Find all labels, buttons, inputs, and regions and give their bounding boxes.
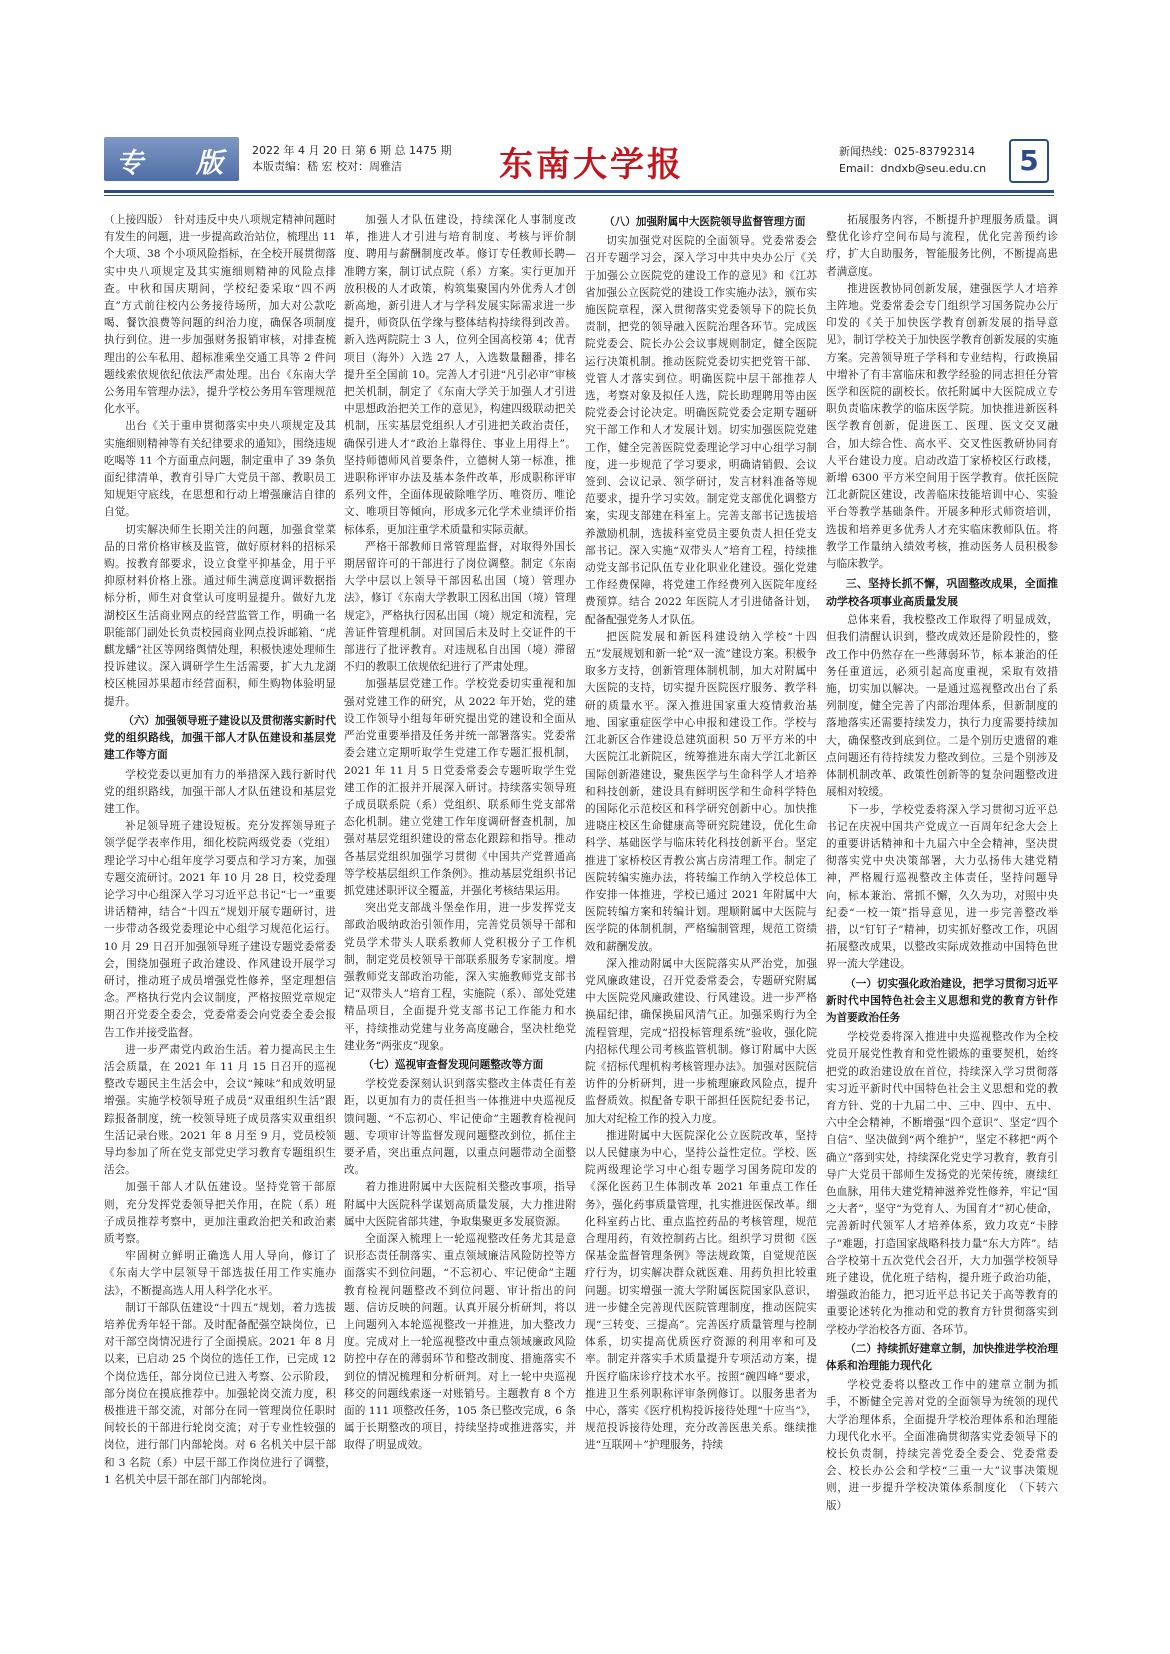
article-paragraph: 下一步，学校党委将深入学习贯彻习近平总书记在庆祝中国共产党成立一百周年纪念大会上的重要讲话精神和十九届六中全会精神，坚决贯彻落实党中央决策部署，大力弘扬伟大建党精神，严格履行巡视整改主体责任，坚持问题导向，标本兼治、常抓不懈，久久为功，对照中央纪委“一校一策”指导意见，进一步完善整改举措，以“钉钉子”精神，切实抓好整改工作，巩固拓展整改成果，以整改实际成效推动中国特色世界一流大学建设。 xyxy=(826,803,1058,971)
article-paragraph: 加强基层党建工作。学校党委切实重视和加强对党建工作的研究，从 2022 年开始，党的建设工作领导小组每年研究提出党的建设和全面从严治党重要举措及任务并统一部署落实。党委常委会建立定期听取学生党建工作专题汇报机制，2021 年 11 月 5 日党委常委会专题听取学生党建工作的汇报并开展深入研讨。持续落实领导班子成员联系院（系）党组织、联系师生党支部常态化机制。建立党建工作年度调研督查机制，加强对基层党组织建设的常态化跟踪和指导。推动各基层党组织加强学习贯彻《中国共产党普通高等学校基层组织工作条例》。推动基层党组织书记抓党建述职评议全覆盖，并强化考核结果运用。 xyxy=(344,678,576,897)
section-tag-char-1: 专 xyxy=(116,148,143,179)
article-paragraph: 着力推进附属中大医院相关整改事项，指导附属中大医院科学谋划高质量发展，大力推进附属中大医院省部共建，争取集聚更多发展资源。 xyxy=(344,1181,576,1228)
header-rule-thin xyxy=(104,195,1054,196)
article-paragraph: 学校党委将深入推进中央巡视整改作为全校党员开展党性教育和党性锻炼的重要契机，始终把党的政治建设放在首位，持续深入学习贯彻落实习近平新时代中国特色社会主义思想和党的教育方针、党的十九届二中、三中、四中、五中、六中全会精神，不断增强“四个意识”、坚定“四个自信”、坚决做到“两个维护”，坚定不移把“两个确立”落到实处，持续深化党史学习教育，教育引导广大党员干部师生发扬党的光荣传统，赓续红色血脉，用伟大建党精神滋养党性修养，牢记“国之大者”，坚守“为党育人、为国育才”初心使命，完善新时代领军人才培养体系，致力攻克“卡脖子”难题，打造国家战略科技力量“东大方阵”。结合学校第十五次党代会召开，大力加强学校领导班子建设，优化班子结构，提升班子政治功能，增强政治能力，把习近平总书记关于高等教育的重要论述转化为推动和党的教育方针贯彻落实到学校办学治校各方面、各环节。 xyxy=(826,1031,1058,1336)
section-heading: （六）加强领导班子建设以及贯彻落实新时代党的组织路线，加强干部人才队伍建设和基层党建工作等方面 xyxy=(104,714,336,762)
newspaper-logo: 东南大学报 xyxy=(499,145,684,185)
article-paragraph: 推进附属中大医院深化公立医院改革，坚持以人民健康为中心，坚持公益性定位。学校、医院两级理论学习中心组专题学习国务院印发的《深化医药卫生体制改革 2021 年重点工作任务》，强化药事质量管理，扎实推进医保改革。细化科室药占比、重点监控药品的考核管理，规范合理用药，有效控制药占比。组织学习贯彻《医保基金监督管理条例》等法规政策，自觉规范医疗行为，切实解决群众就医难、用药负担比较重问题。切实增强一流大学附属医院国家队意识，进一步健全完善现代医院管理制度，推动医院实现“三转变、三提高”。完善医疗质量管理与控制体系，切实提高优质医疗资源的利用率和可及率。制定并落实手术质量提升专项活动方案，提升医疗临床诊疗技术水平。按照“碗四峰”要求，推进卫生系列职称评审条例修订。以服务患者为中心，落实《医疗机构投诉接待处理“十应当”》，规范投诉接待处理，充分改善医患关系。继续推进“互联网＋”护理服务，持续 xyxy=(585,1129,817,1452)
article-paragraph: 把医院发展和新医科建设纳入学校“十四五”发展规划和新一轮“双一流”建设方案。积极争取多方支持，创新管理体制机制，加大对附属中大医院的支持，切实提升医院医疗服务、教学科研的质量水平。深入推进国家重大疫情救治基地、国家重症医学中心申报和建设工作。学校与江北新区合作建设总建筑面积 50 万平方米的中大医院江北新院区，统筹推进东南大学江北新区国际创新港建设，聚焦医学与生命科学人才培养和科技创新，建设具有鲜明医学和生命科学特色的国际化示范校区和科学研究创新中心。加快推进晓庄校区生命健康高等研究院建设，优化生命科学、基础医学与临床转化科技创新平台。坚定推进丁家桥校区青教公寓占房清理工作。制定了医院转编实施办法，将转编工作纳入学校总体工作安排一体推进，学校已通过 2021 年附属中大医院转编方案和转编计划。理顺附属中大医院与医学院的体制机制，严格编制管理，规范工资绩效和薪酬发放。 xyxy=(585,630,817,953)
news-hotline: 新闻热线：025-83792314 xyxy=(839,145,975,158)
text-column-2 xyxy=(344,212,576,1592)
text-column-3 xyxy=(585,212,817,1592)
text-column-1 xyxy=(104,212,336,1592)
article-paragraph: 总体来看，我校整改工作取得了明显成效，但我们清醒认识到，整改成效还是阶段性的，整改工作中仍然存在一些薄弱环节，标本兼治的任务任重道远，必须引起高度重视，采取有效措施，切实加以解决。一是通过巡视整改出台了系列制度，健全完善了内部治理体系，但新制度的落地落实还需要持续发力，执行力度需要持续加大，确保整改到底到位。二是个别历史遗留的难点问题还有待持续发力整改到位。三是个别涉及体制机制改革、政策性创新等的复杂问题整改进展相对较缓。 xyxy=(826,614,1058,799)
article-paragraph: 突出党支部战斗堡垒作用，进一步发挥党支部政治吸纳政治引领作用，完善党员领导干部和党员学术带头人联系教师人党积极分子工作机制，制定党员校领导干部联系服务专家制度。增强教师党支部政治功能，深入实施教师党支部书记“双带头人”培育工程，实施院（系）、部处党建精品项目，全面提升党支部书记工作能力和水平，持续推动党建与业务高度融合，坚决杜绝党建业务“两张皮”现象。 xyxy=(344,902,576,1052)
article-paragraph: 深入推动附属中大医院落实从严治党，加强党风廉政建设，召开党委常委会，专题研究附属中大医院党风廉政建设、行风建设。进一步严格换届纪律，确保换届风清气正。加强采购行为全流程管理，完成“招投标管理系统”验收，强化院内招标代理公司考核监管机制。修订附属中大医院《招标代理机构考核管理办法》。加强对医院信访件的分析研判，进一步梳理廉政风险点，提升监督质效。拟配备专职干部担任医院纪委书记，加大对纪检工作的投入力度。 xyxy=(585,957,817,1125)
article-paragraph: 出台《关于重申贯彻落实中央八项规定及其实施细则精神等有关纪律要求的通知》，围绕违规吃喝等 11 个方面重点问题，制定重申了 39 条负面纪律清单，教育引导广大党员干部、教职员工知规矩守底线，在思想和行动上增强廉洁自律的自觉。 xyxy=(104,420,336,519)
section-heading: （八）加强附属中大医院领导监督管理方面 xyxy=(604,216,806,228)
contact-info xyxy=(839,143,986,177)
article-paragraph: 推进医教协同创新发展，建强医学人才培养主阵地。党委常委会专门组织学习国务院办公厅印发的《关于加快医学教育创新发展的指导意见》，制订学校关于加快医学教育创新发展的实施方案。完善领导班子学科和专业结构，行政换届中增补了有丰富临床和教学经验的同志担任分管医学和医院的副校长。依托附属中大医院成立专职负责临床教学的临床医学院。加快推进新医科医学教育创新，促进医工、医理、医文交叉融合，加大综合性、高水平、交叉性医教研协同育人平台建设力度。启动改造丁家桥校区行政楼，新增 6300 平方米空间用于医学教育。依托医院江北新院区建设，改善临床技能培训中心、实验平台等教学基础条件。开展多种形式师资培训，选拔和培养更多优秀人才充实临床教师队伍。将教学工作量纳入绩效考核，推动医务人员积极参与临床教学。 xyxy=(826,282,1058,571)
article-paragraph: 全面深入梳理上一轮巡视整改任务尤其是意识形态责任制落实、重点领域廉洁风险防控等方面落实不到位问题，“不忘初心、牢记使命”主题教育检视问题整改不到位问题、审计指出的问题、信访反映的问题。认真开展分析研判，将以上问题列入本轮巡视整改一并推进，加大整改力度。完成对上一轮巡视整改中重点领域廉政风险防控中存在的薄弱环节和整改制度、措施落实不到位的情况梳理和分析研判。对上一轮中央巡视移交的问题线索逐一对账销号。主题教育 8 个方面的 111 项整改任务，105 条已整改完成，6 条属于长期整改的项目，持续坚持或推进落实，并取得了明显成效。 xyxy=(344,1232,576,1452)
section-tag xyxy=(104,137,239,181)
article-paragraph: 学校党委以更加有力的举措深入践行新时代党的组织路线，加强干部人才队伍建设和基层党建工作。 xyxy=(104,768,336,815)
article-paragraph: 拓展服务内容，不断提升护理服务质量。调整优化诊疗空间布局与流程，优化完善预约诊疗，扩大自助服务，智能服务比例，不断提高患者满意度。 xyxy=(826,214,1058,278)
article-paragraph: 切实解决师生长期关注的问题，加强食堂菜品的日常价格审核及监管，做好原材料的招标采购。按教育部要求，设立食堂平抑基金，用于平抑原材料价格上涨。通过师生满意度调评数据指标分析，师生对食堂认可度明显提升。做好九龙湖校区生活商业网点的经营监管工作，明确一名职能部门副处长负责校园商业网点投诉邮箱、“虎麒龙蟠”社区等网络舆情处理，积极快速处理师生投诉建议。深入调研学生生活需要，扩大九龙湖校区桃园苏果超市经营面积，师生购物体验明显提升。 xyxy=(104,523,336,708)
article-paragraph: 学校党委深刻认识到落实整改主体责任有差距，以更加有力的责任担当一体推进中央巡视反馈问题、“不忘初心、牢记使命”主题教育检视问题、专项审计等监督发现问题整改到位，抓住主要矛盾，突出重点问题，以重点问题带动全面整改。 xyxy=(344,1078,576,1177)
article-paragraph: 加强干部人才队伍建设。坚持党管干部原则，充分发挥党委领导把关作用，在院（系）班子成员推荐考察中，更加注重政治把关和政治素质考察。 xyxy=(104,1181,336,1245)
contact-email: Email：dndxb@seu.edu.cn xyxy=(839,162,987,175)
article-paragraph: 严格干部教师日常管理监督，对取得外国长期居留许可的干部进行了岗位调整。制定《东南大学中层以上领导干部因私出国（境）管理办法》，修订《东南大学教职工因私出国（境）管理规定》，严格执行因私出国（境）规定和流程，完善证件管理机制。对回国后未及时上交证件的干部进行了批评教育。对违规私自出国（境）滞留不归的教职工依规依纪进行了严肃处理。 xyxy=(344,540,576,674)
article-paragraph: 进一步严肃党内政治生活。着力提高民主生活会质量，在 2021 年 11 月 15 日召开的巡视整改专题民主生活会中，会议“辣味”和成效明显增强。实施学校领导班子成员“双重组织生活”跟踪报备制度，统一校领导班子成员落实双重组织生活记录台账。2021 年 8 月至 9 月，党员校领导均参加了所在党支部党史学习教育专题组织生活会。 xyxy=(104,1043,336,1177)
article-paragraph: 补足领导班子建设短板。充分发挥领导班子领学促学表率作用，细化校院两级党委（党组）理论学习中心组年度学习要点和学习方案，加强专题交流研讨。2021 年 10 月 28 日，校党委理论学习中心组深入学习习近平总书记“七一”重要讲话精神，结合“十四五”规划开展专题研讨，进一步带动各级党委理论中心组学习规范化运行。10 月 29 日召开加强领导班子建设专题党委常委会，围绕加强班子政治建设、作风建设开展学习研讨，推动班子成员增强党性修养，坚定理想信念。严格执行党内会议制度，严格按照党章规定期召开党委全委会，党委常委会向党委全委会报告工作并接受监督。 xyxy=(104,820,336,1039)
masthead-bar xyxy=(104,137,1054,189)
header-rule xyxy=(104,190,1054,193)
article-paragraph: （上接四版） 针对违反中央八项规定精神问题时有发生的问题，进一步提高政治站位，梳理出 11 个大项、38 个小项风险指标，在全校开展贯彻落实中央八项规定及其实施细则精神的风险点排查。中秋和国庆期间，学校纪委采取“四不两直”方式前往校内公务接待场所，加大对公款吃喝、餐饮浪费等问题的纠治力度，确保各项制度执行到位。进一步加强财务报销审核，对排查梳理出的公车私用、超标准乘坐交通工具等 2 件问题线索依规依纪依法严肃处理。出台《东南大学公务用车管理办法》，提升学校公务用车管理规范化水平。 xyxy=(104,214,336,416)
section-tag-char-2: 版 xyxy=(196,148,223,179)
section-heading: 三、坚持长抓不懈，巩固整改成果，全面推动学校各项事业高质量发展 xyxy=(826,577,1058,608)
issue-editor-line: 本版责编：嵇 宏 校对：周雅洁 xyxy=(252,160,402,173)
section-heading: （七）巡视审查督发现问题整改等方面 xyxy=(363,1058,544,1071)
article-paragraph: 制订干部队伍建设“十四五”规划，着力选拔培养优秀年轻干部。及时配备配强空缺岗位，已对干部空岗情况进行了全面摸底。2021 年 8 月以来，已启动 25 个岗位的选任工作，已完成 12 个岗位选任，部分岗位已进入考察、公示阶段，部分岗位在摸底推荐中。加强轮岗交流力度，积极推进干部交流，对部分在同一管理岗位任职时间较长的干部进行轮岗交流；对于专业性较强的岗位，进行部门内部轮岗。对 6 名机关中层干部和 3 名院（系）中层干部工作岗位进行了调整，1 名机关中层干部在部门内部轮岗。 xyxy=(104,1301,336,1486)
text-column-4 xyxy=(826,212,1058,1592)
page-number: 5 xyxy=(1009,139,1049,183)
section-heading: （二）持续抓好建章立制，加快推进学校治理体系和治理能力现代化 xyxy=(826,1342,1058,1372)
section-heading: （一）切实强化政治建设，把学习贯彻习近平新时代中国特色社会主义思想和党的教育方针作为首要政治任务 xyxy=(826,977,1058,1024)
issue-date-line: 2022 年 4 月 20 日 第 6 期 总 1475 期 xyxy=(252,144,452,157)
article-paragraph: 加强人才队伍建设，持续深化人事制度改革，推进人才引进与培育制度、考核与评价制度、聘用与薪酬制度改革。修订专任教师长聘—准聘方案，制订试点院（系）方案。实行更加开放积极的人才政策，构筑集聚国内外优秀人才创新高地，新引进人才与学科发展实际需求进一步提升，师资队伍学缘与整体结构持续得到改善。新入选两院院士 3 人，位列全国高校第 4；优青项目（海外）入选 27 人，入选数量翻番，排名提升至全国前 10。完善人才引进“凡引必审”审核把关机制，制定了《东南大学关于加强人才引进中思想政治把关工作的意见》，构建四级联动把关机制，压实基层党组织人才引进把关政治责任，确保引进人才“政治上靠得住、事业上用得上”。坚持师德师风首要条件，立德树人第一标准，推进职称评审办法及基本条件改革，形成职称评审系列文件，全面体现破除唯学历、唯资历、唯论文、唯项目等倾向，形成多元化学术业绩评价指标体系，更加注重学术质量和实际贡献。 xyxy=(344,214,576,536)
article-paragraph: 学校党委将以整改工作中的建章立制为抓手，不断健全完善对党的全面领导为统领的现代大学治理体系，全面提升学校治理体系和治理能力现代化水平。全面准确贯彻落实党委领导下的校长负责制，持续完善党委全委会、党委常委会、校长办公会和学校“三重一大”议事决策规则，进一步提升学校决策体系制度化 （下转六版） xyxy=(826,1379,1058,1512)
issue-meta xyxy=(252,143,451,175)
article-paragraph: 切实加强党对医院的全面领导。党委常委会召开专题学习会，深入学习中共中央办公厅《关于加强公立医院党的建设工作的意见》和《江苏省加强公立医院党的建设工作实施办法》，颁布实施医院章程，深入贯彻落实党委领导下的院长负责制，把党的领导融入医院治理各环节。完成医院党委会、院长办公会议事规则制定，健全医院运行决策机制。推动医院党委切实把党管干部、党管人才落实到位。明确医院中层干部推荐人选，考察对象及拟任人选，院长助理聘用等由医院党委会讨论决定。明确医院党委会定期专题研究干部工作和人才发展计划。切实加强医院党建工作，健全完善医院党委理论学习中心组学习制度，进一步规范了学习要求，明确请销假、会议签到、会议记录、领学研讨，发言材料准备等规范要求，提升学习实效。制定党支部优化调整方案，实现支部建在科室上。完善支部书记选拔培养激励机制，选拔科室党员主要负责人担任党支部书记。深入实施“双带头人”培育工程，持续推动党支部书记队伍专业化职业化建设。强化党建工作经费保障，将党建工作经费列入医院年度经费预算。结合 2022 年医院人才引进储备计划，配备配强党务人才队伍。 xyxy=(585,235,817,626)
article-paragraph: 牢固树立鲜明正确选人用人导向，修订了《东南大学中层领导干部选拔任用工作实施办法》，不断提高选人用人科学化水平。 xyxy=(104,1250,336,1297)
